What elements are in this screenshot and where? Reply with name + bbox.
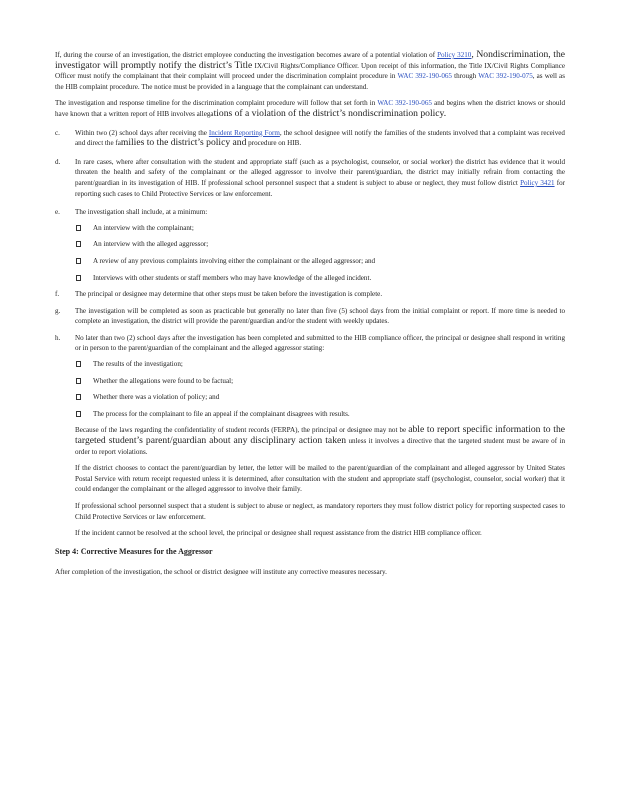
policy-3210-link[interactable]: Policy 3210 [437,51,472,59]
paragraph-mandatory-reporters: If professional school personnel suspect that a student is subject to abuse or neglect, as mandatory reporters they must follow district policy for reporting suspected cases to Child Protective Services or law enforcement. [75,502,565,521]
wac-ref-065[interactable]: WAC 392-190-065 [397,72,452,81]
list-item-e: e. The investigation shall include, at a minimum: [55,208,208,217]
bullet-item: Whether there was a violation of policy; and [55,392,565,403]
paragraph-ferpa: Because of the laws regarding the confidentiality of student records (FERPA), the principal or designee may not be able to report specific information to the targeted student’s parent/guardian about any disciplinary action taken unless it involves a directive that the targeted student must be aware of in order to report violations. [75,424,566,456]
after-list-section [55,425,565,538]
list-item-c: c. Within two (2) school days after receiving the Incident Reporting Form, the school designee will notify the families of the students involved that a complaint was received and direct the families to the district’s policy and procedure on HIB. [55,128,565,149]
bullet-box-icon [76,225,81,231]
wac-ref-065-timeline[interactable]: WAC 392-190-065 [377,99,432,108]
bullet-item: A review of any previous complaints involving either the complainant or the alleged aggressor; and [55,256,565,267]
bullet-item: The process for the complainant to file an appeal if the complainant disagrees with results. [55,409,565,420]
bullet-box-icon [76,411,81,417]
bullet-box-icon [76,378,81,384]
paragraph-timeline: The investigation and response timeline for the discrimination complaint procedure will follow that set forth in WAC 392-190-065 and begins when the district knows or should have known that a written report of HIB involves allegations of a violation of the district’s nondiscrimination policy. [55,99,565,119]
policy-3421-link[interactable]: Policy 3421 [520,178,555,187]
paragraph-corrective: After completion of the investigation, the school or district designee will institute any corrective measures necessary. [55,568,387,577]
list-item-d: d. In rare cases, where after consultation with the student and appropriate staff (such as a psychologist, counselor, or social worker) the district has evidence that it would threaten the health and safety of the complainant or the alleged aggressor to involve their parent/guardian, the district may initially refrain from contacting the parent/guardian in its investigation of HIB. If professional school personnel suspect that a student is subject to abuse or neglect, they must follow district Policy 3421 for reporting such cases to Child Protective Services or law enforcement. [55,157,566,198]
list-item-h: h. No later than two (2) school days after the investigation has been completed and submitted to the HIB compliance officer, the principal or designee shall respond in writing or in person to the parent/guardian of the complainant and the alleged aggressor stating: [55,333,565,353]
bullet-item: An interview with the alleged aggressor; [55,239,565,250]
step-4-heading: Step 4: Corrective Measures for the Aggressor [55,546,213,556]
bullet-box-icon [76,361,81,367]
list-item-g: g. The investigation will be completed as soon as practicable but generally no later than five (5) school days from the initial complaint or report. If more time is needed to complete an investigation, the district will provide the parent/guardian and/or the student with weekly updates. [55,306,565,326]
paragraph-escalation: If the incident cannot be resolved at the school level, the principal or designee shall request assistance from the district HIB compliance officer. [75,529,482,538]
document-body [55,50,565,578]
bullet-item: The results of the investigation; [55,359,565,370]
bullet-item: Whether the allegations were found to be factual; [55,376,565,387]
bullet-box-icon [76,394,81,400]
list-item-f: f. The principal or designee may determine that other steps must be taken before the investigation is complete. [55,290,383,299]
incident-reporting-form-link[interactable]: Incident Reporting Form [208,128,280,137]
wac-ref-075[interactable]: WAC 392-190-075 [478,72,533,81]
paragraph-letter: If the district chooses to contact the parent/guardian by letter, the letter will be mailed to the parent/guardian of the complainant and alleged aggressor by United States Postal Service with return receipt requested unless it is determined, after consultation with the student and appropriate staff (psychologist, counselor, social worker) that it could endanger the complainant or the alleged aggressor to involve their family. [75,464,565,494]
paragraph-investigator-notify: If, during the course of an investigation, the district employee conducting the investigation becomes aware of a potential violation of Policy 3210, Nondiscrimination, the investigator will promptly notify the district’s Title IX/Civil Rights/Compliance Officer. Upon receipt of this information, the Title IX/Civil Rights Compliance Officer must notify the complainant that their complaint will proceed under the discrimination complaint procedure in WAC 392-190-065 through WAC 392-190-075, as well as the HIB complaint procedure. The notice must be provided in a language that the complainant can understand. [55,49,566,91]
bullet-item: Interviews with other students or staff members who may have knowledge of the alleged incident. [55,273,565,284]
bullet-box-icon [76,241,81,247]
bullet-box-icon [76,275,81,281]
bullet-box-icon [76,258,81,264]
bullet-item: An interview with the complainant; [55,223,565,234]
